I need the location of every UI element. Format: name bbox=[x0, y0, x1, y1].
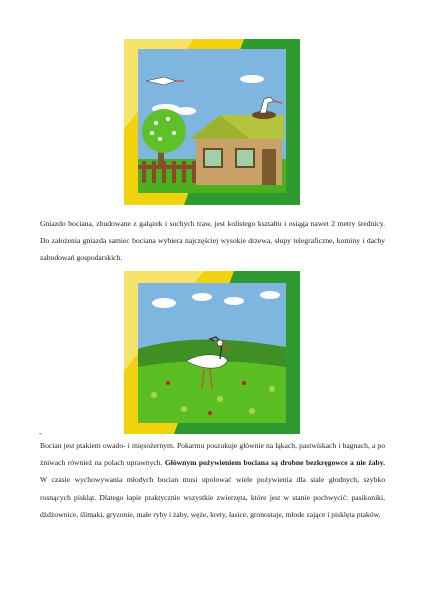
illustration-stork-meadow bbox=[124, 271, 300, 434]
paragraph-nest: Gniazdo bociana, zbudowane z gałązek i suchych traw, jest kolistego kształtu i osiąga nawet 2 metry średnicy. Do założenia gniazda samiec bociana wybiera najczęściej wysokie drzewa, słupy telegraficzne, kominy i dachy zabudowań gospodarskich. bbox=[40, 219, 385, 263]
illustration-stork-nest-house bbox=[124, 39, 300, 205]
feeding-text-2: W czasie wychowywania młodych bocian musi upolować wiele pożywienia dla stale głodnych, szybko rosnących piskląt. Dlatego łapie praktycznie wszystkie zwierzęta, które jest w stanie pochwycić: pasikoniki, dżdżownice, ślimaki, gryzonie, małe ryby i żaby, węże, krety, łasice, gronostaje, młode zające i pisklęta ptaków. bbox=[40, 475, 385, 519]
feeding-bold-text: Głównym pożywieniem bociana są drobne bezkręgowce a nie żaby. bbox=[164, 458, 385, 468]
feeding-text-1: Bocian jest ptakiem owado- i mięsożernym. Pokarmu poszukuje głównie na łąkach, pastwiskach i bagnach, a po żniwach również na polach uprawnych. bbox=[40, 441, 385, 468]
paragraph-feeding bbox=[40, 437, 385, 523]
bullet-mark: - bbox=[39, 429, 42, 438]
